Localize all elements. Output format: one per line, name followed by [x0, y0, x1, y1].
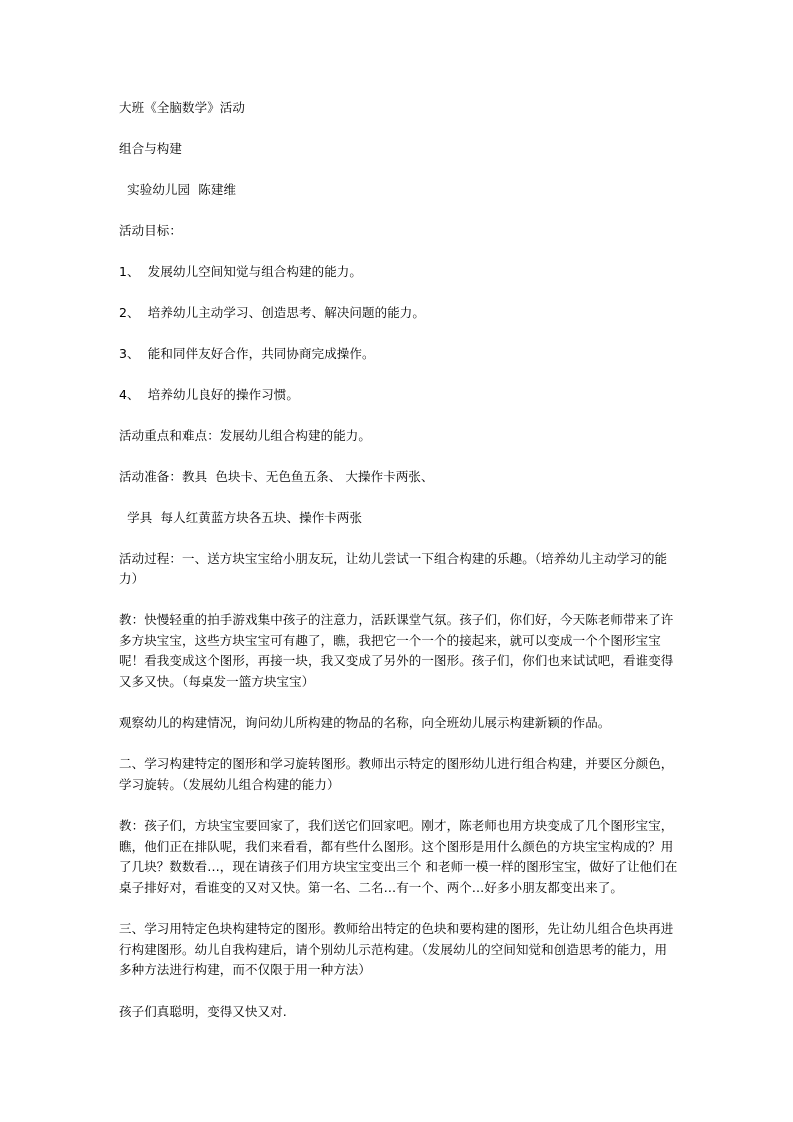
goal-item-4: 4、 培养幼儿良好的操作习惯。 — [119, 387, 300, 402]
goals-heading: 活动目标： — [119, 223, 183, 238]
key-points: 活动重点和难点：发展幼儿组合构建的能力。 — [119, 428, 372, 443]
process-step-3: 三、学习用特定色块构建特定的图形。教师给出特定的色块和要构建的图形，先让幼儿组合色块再进行构建图形。幼儿自我构建后，请个别幼儿示范构建。（发展幼儿的空间知觉和创造思考的能力，用多种方法进行构建，而不仅限于用一种方法） — [119, 921, 674, 977]
document-title: 大班《全脑数学》活动 — [119, 100, 246, 115]
document-page — [119, 98, 679, 1043]
goal-item-1: 1、 发展幼儿空间知觉与组合构建的能力。 — [119, 264, 363, 279]
prep-teacher-materials: 活动准备：教具 色块卡、无色鱼五条、 大操作卡两张、 — [119, 469, 434, 484]
process-step-1: 活动过程：一、送方块宝宝给小朋友玩，让幼儿尝试一下组合构建的乐趣。（培养幼儿主动学习的能力） — [119, 551, 668, 586]
document-author: 实验幼儿园 陈建维 — [119, 182, 237, 197]
process-step-2: 二、学习构建特定的图形和学习旋转图形。教师出示特定的图形幼儿进行组合构建，并要区分颜色，学习旋转。（发展幼儿组合构建的能力） — [119, 756, 674, 792]
document-subtitle: 组合与构建 — [119, 141, 183, 156]
teaching-paragraph-1: 教：快慢轻重的拍手游戏集中孩子的注意力，活跃课堂气氛。孩子们，你们好，今天陈老师带来了许多方块宝宝，这些方块宝宝可有趣了，瞧，我把它一个一个的接起来，就可以变成一个个图形宝宝呢！看我变成这个图形，再接一块，我又变成了另外的一图形。孩子们，你们也来试试吧，看谁变得又多又快。（每桌发一篮方块宝宝） — [119, 612, 674, 689]
prep-student-materials: 学具 每人红黄蓝方块各五块、操作卡两张 — [119, 510, 363, 525]
closing-line: 孩子们真聪明，变得又快又对. — [119, 1003, 287, 1019]
teaching-paragraph-2: 教：孩子们，方块宝宝要回家了，我们送它们回家吧。刚才，陈老师也用方块变成了几个图形宝宝，瞧，他们正在排队呢，我们来看看，都有些什么图形。这个图形是用什么颜色的方块宝宝构成的？用了几块？数数看…，现在请孩子们用方块宝宝变出三个 和老师一模一样的图形宝宝，做好了让他们在桌子排好对，看谁变的又对又快。第一名、二名…有一个、两个…好多小朋友都变出来了。 — [119, 818, 678, 895]
goal-item-2: 2、 培养幼儿主动学习、创造思考、解决问题的能力。 — [119, 305, 426, 320]
observation-paragraph: 观察幼儿的构建情况，询问幼儿所构建的物品的名称，向全班幼儿展示构建新颖的作品。 — [119, 715, 611, 730]
goal-item-3: 3、 能和同伴友好合作，共同协商完成操作。 — [119, 346, 375, 361]
